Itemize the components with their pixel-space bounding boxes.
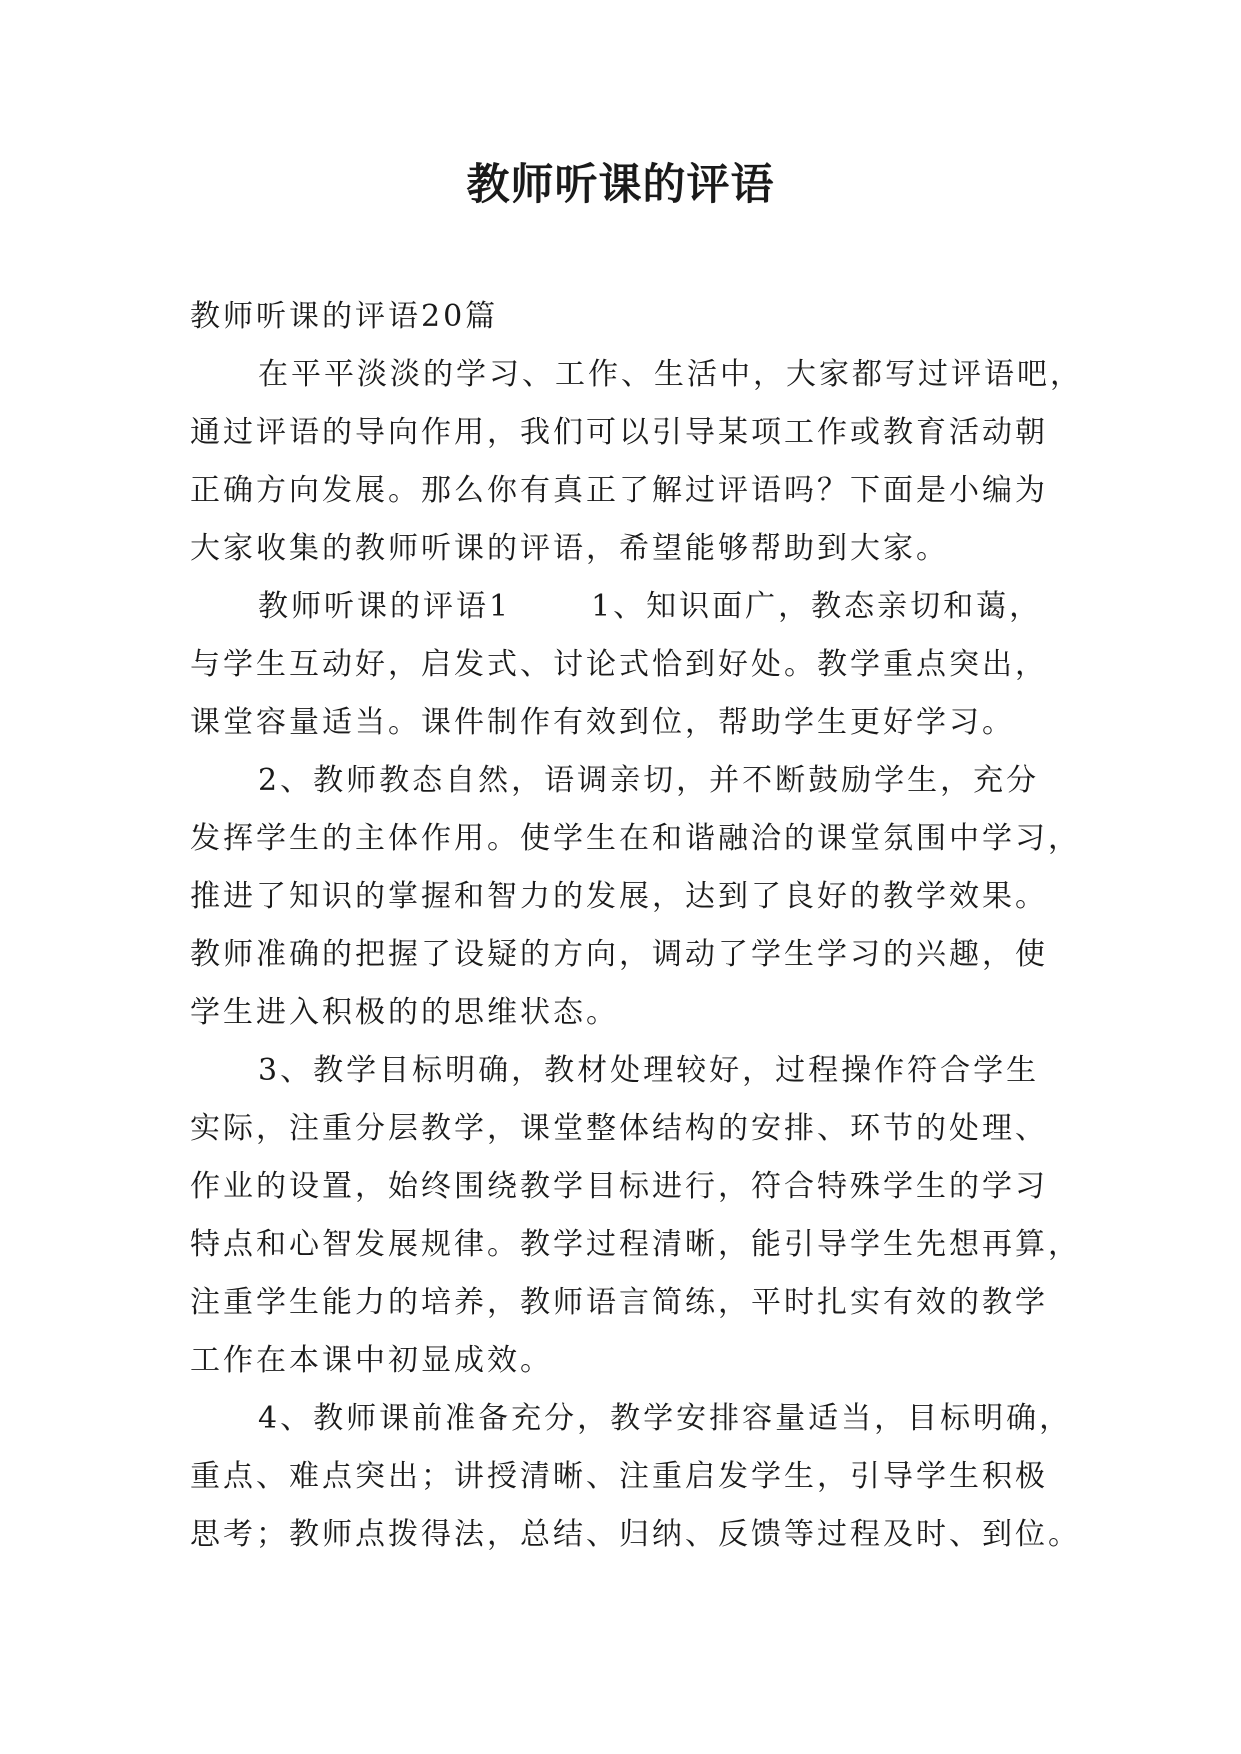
para3-line: 注重学生能力的培养，教师语言简练，平时扎实有效的教学	[190, 1285, 1048, 1320]
para2-line: 学生进入积极的的思维状态。	[190, 995, 619, 1030]
para2-line: 推进了知识的掌握和智力的发展，达到了良好的教学效果。	[190, 879, 1048, 914]
document-title: 教师听课的评语	[466, 160, 775, 210]
para2-line: 教师准确的把握了设疑的方向，调动了学生学习的兴趣，使	[190, 937, 1048, 972]
intro-line: 正确方向发展。那么你有真正了解过评语吗？下面是小编为	[190, 473, 1048, 508]
intro-line: 大家收集的教师听课的评语，希望能够帮助到大家。	[190, 531, 949, 566]
document-subtitle: 教师听课的评语20篇	[190, 299, 499, 334]
para3-line: 3、教学目标明确，教材处理较好，过程操作符合学生	[258, 1053, 1040, 1088]
para3-line: 作业的设置，始终围绕教学目标进行，符合特殊学生的学习	[190, 1169, 1048, 1204]
section1-line: 与学生互动好，启发式、讨论式恰到好处。教学重点突出，	[190, 647, 1048, 682]
document-body	[190, 288, 1083, 1564]
intro-line: 在平平淡淡的学习、工作、生活中，大家都写过评语吧，	[258, 357, 1083, 392]
para4-line: 4、教师课前准备充分，教学安排容量适当，目标明确，	[258, 1401, 1073, 1436]
para3-line: 特点和心智发展规律。教学过程清晰，能引导学生先想再算，	[190, 1227, 1081, 1262]
para4-line: 重点、难点突出；讲授清晰、注重启发学生，引导学生积极	[190, 1459, 1048, 1494]
para2-line: 2、教师教态自然，语调亲切，并不断鼓励学生，充分	[258, 763, 1040, 798]
section1-first-line	[190, 578, 1060, 636]
para3-line: 工作在本课中初显成效。	[190, 1343, 553, 1378]
section1-heading: 教师听课的评语1	[258, 589, 512, 624]
para2-line: 发挥学生的主体作用。使学生在和谐融洽的课堂氛围中学习，	[190, 821, 1081, 856]
section1-line: 1、知识面广，教态亲切和蔼，	[591, 589, 1043, 624]
section1-line: 课堂容量适当。课件制作有效到位，帮助学生更好学习。	[190, 705, 1015, 740]
para4-line: 思考；教师点拨得法，总结、归纳、反馈等过程及时、到位。	[190, 1517, 1081, 1552]
intro-line: 通过评语的导向作用，我们可以引导某项工作或教育活动朝	[190, 415, 1048, 450]
para3-line: 实际，注重分层教学，课堂整体结构的安排、环节的处理、	[190, 1111, 1048, 1146]
